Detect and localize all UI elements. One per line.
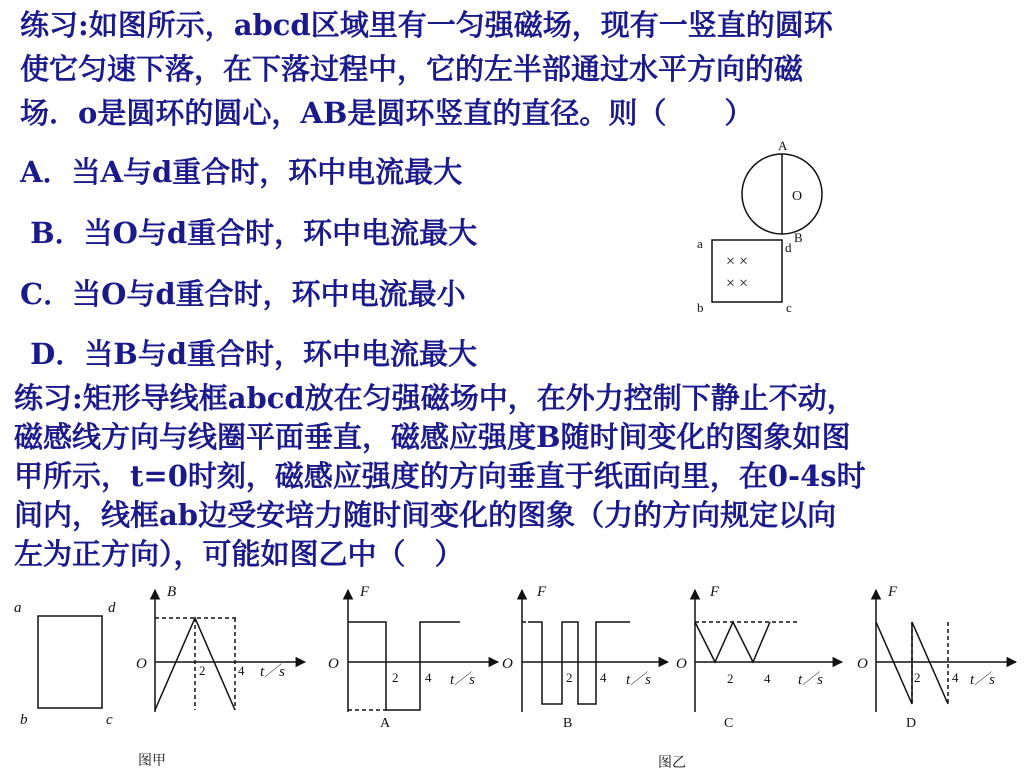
q1-option-a: A．当A与d重合时，环中电流最大 [20,155,463,189]
graph-D-taxis: t／s [970,672,996,688]
q1-option-c: C．当O与d重合时，环中电流最小 [20,277,466,311]
graph-C-caption: C [724,716,734,731]
graph-jia-origin: O [136,656,147,672]
graph-A-axis-F: F [360,584,370,600]
graph-B-origin: O [502,656,513,672]
frame-label-a: a [14,600,22,616]
q1-option-b: B．当O与d重合时，环中电流最大 [20,216,478,250]
graph-jia-tick-2: 2 [199,663,206,678]
q1-line-1: 练习:如图所示，abcd区域里有一匀强磁场，现有一竖直的圆环 [20,8,833,42]
field-region [712,240,782,302]
field-mark-row-2: × × [726,275,749,292]
graph-A-caption: A [380,716,391,731]
frame-label-c: c [106,712,113,728]
frame-label-b: b [20,712,28,728]
graph-option-B [522,590,668,712]
graph-option-C [695,590,842,712]
graph-D-tick-2: 2 [914,670,921,685]
q2-line-5: 左为正方向），可能如图乙中（ ） [14,537,464,571]
q1-line-2: 使它匀速下落，在下落过程中，它的左半部通过水平方向的磁 [20,52,804,86]
frame-abcd [38,616,102,708]
graph-D-origin: O [857,656,868,672]
graph-D-tick-4: 4 [952,670,959,685]
q1-line-3: 场．o是圆环的圆心，AB是圆环竖直的直径。则（ ） [20,96,754,130]
q2-line-2: 磁感线方向与线圈平面垂直，磁感应强度B随时间变化的图象如图 [14,420,851,454]
graph-option-D [876,590,1016,712]
graph-B-tick-2: 2 [566,670,573,685]
label-c: c [786,300,792,315]
graph-C-axis-F: F [710,584,720,600]
q2-line-4: 间内，线框ab边受安培力随时间变化的图象（力的方向规定以向 [14,498,837,532]
graph-option-A [348,590,498,712]
field-mark-row-1: × × [726,253,749,270]
caption-figure-yi: 图乙 [658,755,686,771]
graph-C-origin: O [676,656,687,672]
label-a: a [697,236,703,251]
graph-jia-taxis: t／s [260,664,286,680]
graph-A-origin: O [328,656,339,672]
graph-B-caption: B [563,716,573,731]
label-A: A [778,138,788,153]
graph-A-tick-2: 2 [392,670,399,685]
label-O: O [792,189,803,204]
graph-B-axis-F: F [537,584,547,600]
label-B: B [794,230,803,245]
q2-line-3: 甲所示，t=0时刻，磁感应强度的方向垂直于纸面向里，在0-4s时 [14,459,866,493]
q2-line-1: 练习:矩形导线框abcd放在匀强磁场中，在外力控制下静止不动， [14,381,856,415]
graph-B-tick-4: 4 [600,670,607,685]
label-d: d [785,240,792,255]
graph-D-caption: D [906,716,917,731]
q1-option-d: D．当B与d重合时，环中电流最大 [20,337,478,371]
graph-C-taxis: t／s [798,672,824,688]
graph-D-axis-F: F [888,584,898,600]
graph-jia-axis-B: B [167,584,177,600]
graph-b-t [155,590,305,712]
graph-C-tick-2: 2 [727,671,734,686]
graph-A-tick-4: 4 [425,670,432,685]
graph-A-taxis: t／s [450,672,476,688]
frame-label-d: d [108,600,116,616]
graph-jia-tick-4: 4 [238,663,245,678]
graph-B-taxis: t／s [626,672,652,688]
caption-figure-jia: 图甲 [138,753,166,769]
label-b: b [697,300,704,315]
graph-C-tick-4: 4 [764,671,771,686]
